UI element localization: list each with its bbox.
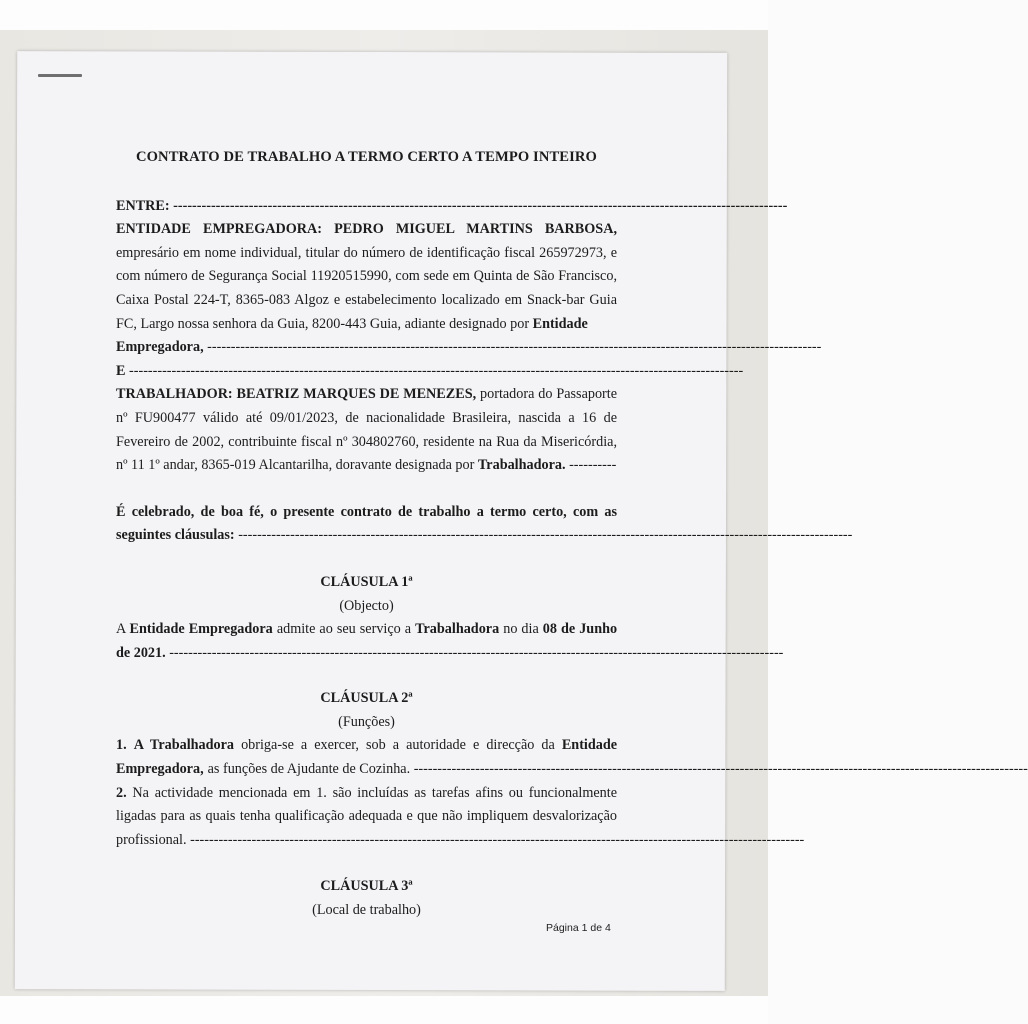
employer-paragraph bbox=[116, 242, 617, 336]
clausula-2-item-2-line-2: ligadas para as quais tenha qualificação adequada e que não impliquem desvalorização bbox=[116, 808, 617, 825]
celebrado-end: seguintes cláusulas: bbox=[116, 527, 235, 544]
worker-label: TRABALHADOR: BEATRIZ MARQUES DE MENEZES, bbox=[116, 386, 477, 403]
clausula-2-subheading: (Funções) bbox=[338, 713, 395, 730]
dash-filler: ---------------------------------------------------------------------------------------------------------------------------------- bbox=[186, 831, 805, 848]
clausula-1-bold: Trabalhadora bbox=[415, 621, 500, 638]
clausula-1-bold: 08 de Junho bbox=[542, 621, 618, 638]
clausula-2-item-1 bbox=[116, 734, 617, 758]
clausula-3-heading: CLÁUSULA 3ª bbox=[320, 878, 413, 895]
employer-designation-end: Empregadora, bbox=[116, 339, 204, 356]
employer-designation: Entidade bbox=[532, 315, 588, 332]
dash-filler: ---------------------------------------------------------------------------------------------------------------------------------- bbox=[165, 644, 784, 661]
dash-filler: ---------------------------------------------------------------------------------------------------------------------------------- bbox=[169, 197, 788, 214]
clausula-2-text: as funções de Ajudante de Cozinha. bbox=[207, 761, 411, 778]
clausula-2-item-2-end bbox=[116, 829, 805, 853]
clausula-1-text: no dia bbox=[503, 621, 539, 638]
top-margin bbox=[0, 0, 768, 30]
employer-designation-line bbox=[116, 336, 822, 360]
clausula-2-bold: Empregadora, bbox=[116, 761, 204, 778]
staple-mark bbox=[38, 74, 82, 77]
clausula-2-item-2 bbox=[116, 782, 617, 806]
dash-filler: ---------------------------------------------------------------------------------------------------------------------------------- bbox=[410, 761, 1028, 778]
dash-filler: ---------- bbox=[569, 457, 617, 474]
clausula-2-text: Na actividade mencionada em 1. são incluídas as tarefas afins ou funcionalmente bbox=[132, 784, 618, 801]
clausula-2-heading: CLÁUSULA 2ª bbox=[320, 690, 413, 707]
item-number: 1. bbox=[116, 737, 127, 754]
e-label: E bbox=[116, 362, 126, 379]
entre-label: ENTRE: bbox=[116, 197, 170, 214]
bottom-margin bbox=[0, 996, 768, 1024]
worker-text: portadora do Passaporte nº FU900477 válido até 09/01/2023, de nacionalidade Brasileira, nascida a 16 de Fevereiro de 2002, contribuinte fiscal nº 304802760, residente na Rua da Misericórdia, nº 11 1º andar, 8365-019 Alcantarilha, doravante designada por bbox=[116, 386, 618, 474]
worker-designation: Trabalhadora. bbox=[477, 457, 566, 474]
clausula-1-text: A bbox=[116, 621, 126, 638]
clausula-2-bold: Entidade bbox=[561, 737, 618, 754]
clausula-1-line-2 bbox=[116, 642, 784, 666]
clausula-1-heading: CLÁUSULA 1ª bbox=[320, 573, 413, 590]
clausula-2-bold: A Trabalhadora bbox=[133, 737, 235, 754]
worker-paragraph bbox=[116, 383, 617, 477]
clausula-1-line-1 bbox=[116, 618, 617, 642]
e-line bbox=[116, 360, 744, 384]
clausula-1-date-end: de 2021. bbox=[116, 644, 166, 661]
employer-text: empresário em nome individual, titular do número de identificação fiscal 265972973, e com número de Segurança Social 11920515990, com sede em Quinta de São Francisco, Caixa Postal 224-T, 8365-083 Algoz e estabelecimento localizado em Snack-bar Guia FC, Largo nossa senhora da Guia, 8200-443 Guia, adiante designado por bbox=[116, 244, 617, 332]
dash-filler: ---------------------------------------------------------------------------------------------------------------------------------- bbox=[125, 362, 744, 379]
document-body bbox=[116, 146, 1028, 923]
clausula-3-subheading: (Local de trabalho) bbox=[312, 902, 421, 919]
celebrado-line-2 bbox=[116, 524, 853, 548]
document-title: CONTRATO DE TRABALHO A TERMO CERTO A TEMPO INTEIRO bbox=[135, 149, 598, 165]
dash-filler: ---------------------------------------------------------------------------------------------------------------------------------- bbox=[203, 339, 822, 356]
dash-filler: ---------------------------------------------------------------------------------------------------------------------------------- bbox=[234, 527, 853, 544]
clausula-1-bold: Entidade Empregadora bbox=[129, 621, 273, 638]
clausula-1-subheading: (Objecto) bbox=[339, 597, 394, 614]
clausula-2-item-1-end bbox=[116, 758, 1028, 782]
clausula-2-text: obriga-se a exercer, sob a autoridade e direcção da bbox=[241, 737, 555, 754]
page-number: Página 1 de 4 bbox=[546, 922, 611, 934]
clausula-2-text: profissional. bbox=[116, 831, 187, 848]
employer-label: ENTIDADE EMPREGADORA: PEDRO MIGUEL MARTINS BARBOSA, bbox=[116, 221, 617, 238]
clausula-1-text: admite ao seu serviço a bbox=[276, 621, 412, 638]
item-number: 2. bbox=[116, 784, 127, 801]
entre-line bbox=[116, 195, 788, 219]
celebrado-line-1: É celebrado, de boa fé, o presente contrato de trabalho a termo certo, com as bbox=[116, 503, 617, 520]
